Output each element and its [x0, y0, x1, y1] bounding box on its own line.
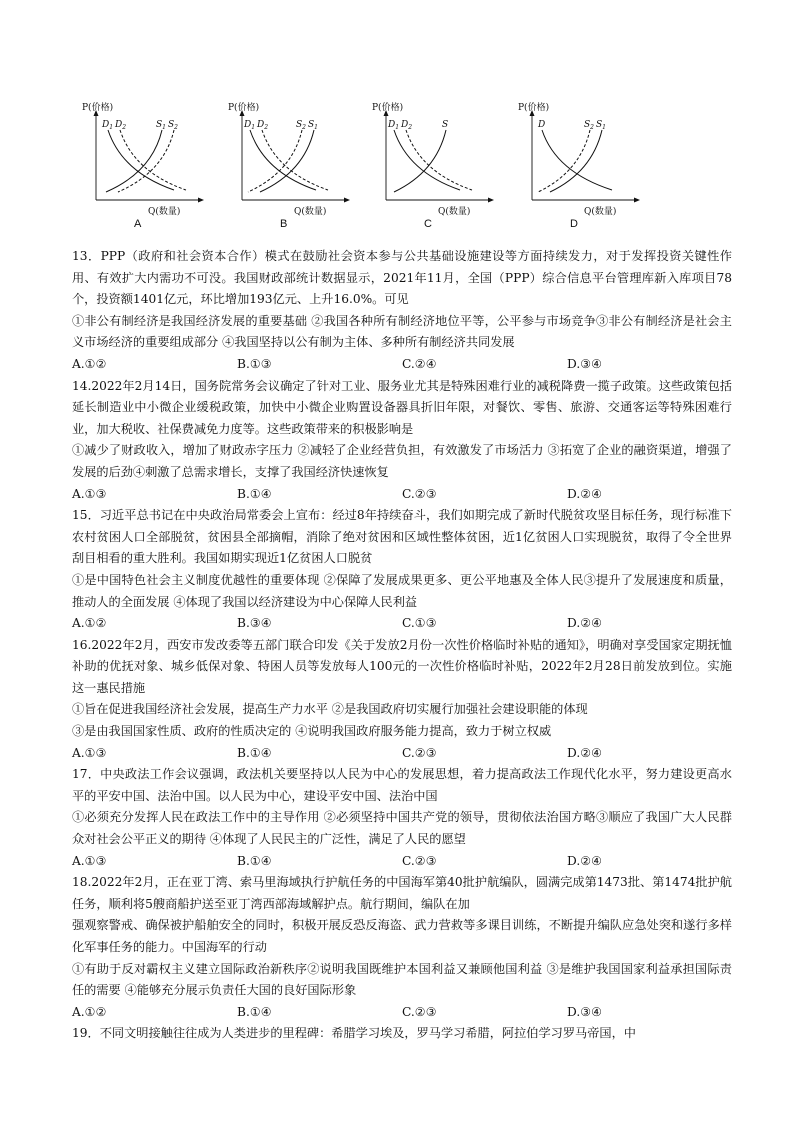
curve-label-d2: $D_2$: [257, 120, 269, 131]
supply-curve-s: [394, 130, 446, 192]
question-18: [72, 872, 732, 1023]
curve-label-s2: $S_2$: [168, 120, 178, 131]
figure-a-graph: [82, 100, 212, 218]
figure-letter: C: [424, 218, 432, 230]
x-axis-label: Q(数量): [438, 207, 471, 217]
option-d: D.②④: [567, 745, 603, 760]
question-statements: ①旨在促进我国经济社会发展，提高生产力水平 ②是我国政府切实履行加强社会建设职能的体现: [72, 702, 588, 717]
answer-options: [72, 484, 732, 506]
option-d: D.②④: [567, 486, 603, 501]
question-stem: 19．不同文明接触往往成为人类进步的里程碑：希腊学习埃及，罗马学习希腊，阿拉伯学习罗马帝国，中: [72, 1026, 636, 1041]
x-axis-arrow: [634, 198, 640, 203]
question-stem: 14.2022年2月14日，国务院常务会议确定了针对工业、服务业尤其是特殊困难行业的减税降费一揽子政策。这些政策包括延长制造业中小微企业缓税政策，加快中小微企业购置设备器具折旧年限，对餐饮、零售、旅游、交通客运等特殊困难行业，加大税收、社保费减免力度等。这些政策带来的积极影响是: [72, 378, 732, 436]
y-axis-label: P(价格): [372, 103, 404, 113]
x-axis-arrow: [198, 198, 204, 203]
x-axis-label: Q(数量): [148, 207, 181, 217]
curve-label-d2: $D_2$: [401, 120, 413, 131]
figure-letter: B: [280, 218, 288, 230]
demand-curve-d1: [108, 130, 174, 190]
question-16: [72, 635, 732, 765]
option-b: B.①④: [237, 853, 272, 868]
question-stem: 17．中央政法工作会议强调，政法机关要坚持以人民为中心的发展思想，着力提高政法工作现代化水平，努力建设更高水平的平安中国、法治中国。以人民为中心，建设平安中国、法治中国: [72, 767, 732, 803]
curve-label-d: D: [538, 120, 546, 130]
curve-label-s1: $S_1$: [596, 120, 606, 131]
x-axis-arrow: [488, 198, 494, 203]
question-list: [72, 246, 732, 1045]
question-19: [72, 1023, 732, 1045]
option-c: C.②④: [402, 356, 437, 371]
answer-options: [72, 851, 732, 873]
option-b: B.①④: [237, 486, 272, 501]
question-statements: ①是中国特色社会主义制度优越性的重要体现 ②保障了发展成果更多、更公平地惠及全体人民③提升了发展速度和质量，推动人的全面发展 ④体现了我国以经济建设为中心保障人民利益: [72, 572, 732, 609]
question-stem: 15．习近平总书记在中央政治局常委会上宣布：经过8年持续奋斗，我们如期完成了新时代脱贫攻坚目标任务，现行标准下农村贫困人口全部脱贫，贫困县全部摘帽，消除了绝对贫困和区域性整体贫困，近1亿贫困人口实现脱贫，取得了令全世界刮目相看的重大胜利。我国如期实现近1亿贫困人口脱贫: [72, 508, 732, 566]
answer-options: [72, 354, 732, 376]
option-b: B.①④: [237, 745, 272, 760]
option-c: C.①③: [402, 616, 437, 631]
figure-b: [228, 100, 358, 232]
option-d: D.③④: [567, 1004, 603, 1019]
curve-label-d1: $D_1$: [244, 120, 256, 131]
question-13: [72, 246, 732, 376]
y-axis-label: P(价格): [82, 103, 114, 113]
y-axis-label: P(价格): [518, 103, 550, 113]
figure-c: [372, 100, 502, 232]
figure-letter: D: [570, 218, 578, 230]
option-c: C.②③: [402, 1004, 437, 1019]
question-15: [72, 505, 732, 635]
question-statements: ①减少了财政收入，增加了财政赤字压力 ②减轻了企业经营负担，有效激发了市场活力 ③拓宽了企业的融资渠道，增强了发展的后劲④刺激了总需求增长，支撑了我国经济快速恢复: [72, 443, 732, 479]
curve-label-s: S: [442, 120, 449, 130]
figure-a: [82, 100, 212, 232]
supply-curve-s1: [106, 130, 162, 192]
option-d: D.③④: [567, 356, 603, 371]
x-axis-label: Q(数量): [584, 207, 617, 217]
question-stem: 16.2022年2月，西安市发改委等五部门联合印发《关于发放2月份一次性价格临时补贴的通知》，明确对享受国家定期抚恤补助的优抚对象、城乡低保对象、特困人员等发放每人100元的一次性价格临时补贴，2022年2月28日前发放到位。实施这一惠民措施: [72, 637, 732, 695]
supply-demand-figures: [82, 100, 617, 232]
question-14: [72, 376, 732, 506]
question-17: [72, 764, 732, 872]
option-a: A.①③: [72, 486, 107, 501]
question-statements: ①有助于反对霸权主义建立国际政治新秩序②说明我国既维护本国利益又兼顾他国利益 ③是维护我国国家利益承担国际责任的需要 ④能够充分展示负责任大国的良好国际形象: [72, 961, 732, 998]
figure-c-graph: [372, 100, 502, 218]
x-axis-arrow: [344, 198, 350, 203]
curve-label-s1: $S_1$: [156, 120, 166, 131]
curve-label-d1: $D_1$: [102, 120, 114, 131]
question-stem: 13．PPP（政府和社会资本合作）模式在鼓励社会资本参与公共基础设施建设等方面持续发力，对于发挥投资关键性作用、有效扩大内需功不可没。我国财政部统计数据显示，2021年11月，全国（PPP）综合信息平台管理库新入库项目78个，投资额1401亿元，环比增加193亿元、上升16.0%。可见: [72, 249, 732, 307]
option-a: A.①②: [72, 1004, 107, 1019]
x-axis-label: Q(数量): [294, 207, 327, 217]
supply-curve-s2: [248, 130, 302, 192]
curve-label-s1: $S_1$: [308, 120, 318, 131]
answer-options: [72, 1002, 732, 1024]
question-statements: ①非公有制经济是我国经济发展的重要基础 ②我国各种所有制经济地位平等，公平参与市场竞争③非公有制经济是社会主义市场经济的重要组成部分 ④我国坚持以公有制为主体、多种所有制经济共同发展: [72, 313, 732, 350]
y-axis-label: P(价格): [228, 103, 260, 113]
figure-letter: A: [134, 218, 142, 230]
option-c: C.②③: [402, 486, 437, 501]
option-b: B.①④: [237, 1004, 272, 1019]
question-statements: ①必须充分发挥人民在政法工作中的主导作用 ②必须坚持中国共产党的领导，贯彻依法治国方略③顺应了我国广大人民群众对社会公平正义的期待 ④体现了人民民主的广泛性，满足了人民的愿望: [72, 810, 732, 847]
answer-options: [72, 613, 732, 635]
figure-d-graph: [518, 100, 648, 218]
option-b: B.③④: [237, 616, 272, 631]
figure-d: [518, 100, 648, 232]
question-stem-continued: 强观察警戒、确保被护船舶安全的同时，积极开展反恐反海盗、武力营救等多课目训练，不断提升编队应急处突和遂行多样化军事任务的能力。中国海军的行动: [72, 918, 732, 954]
demand-curve-d1: [394, 130, 460, 190]
answer-options: [72, 743, 732, 765]
curve-label-s2: $S_2$: [584, 120, 594, 131]
option-c: C.②③: [402, 853, 437, 868]
curve-label-d1: $D_1$: [388, 120, 400, 131]
curve-label-d2: $D_2$: [115, 120, 127, 131]
question-statements: ③是由我国国家性质、政府的性质决定的 ④说明我国政府服务能力提高，致力于树立权威: [72, 724, 552, 739]
option-c: C.②③: [402, 745, 437, 760]
demand-curve-d1: [250, 130, 316, 190]
question-stem: 18.2022年2月，正在亚丁湾、索马里海域执行护航任务的中国海军第40批护航编队，圆满完成第1473批、第1474批护航任务，顺利将5艘商船护送至亚丁湾西部海域解护点。航行期间，编队在加: [72, 875, 732, 911]
figure-b-graph: [228, 100, 358, 218]
curve-label-s2: $S_2$: [296, 120, 306, 131]
option-a: A.①②: [72, 356, 107, 371]
option-d: D.②④: [567, 616, 603, 631]
option-a: A.①③: [72, 745, 107, 760]
option-a: A.①②: [72, 616, 107, 631]
option-b: B.①③: [237, 356, 272, 371]
option-a: A.①③: [72, 853, 107, 868]
option-d: D.②④: [567, 853, 603, 868]
